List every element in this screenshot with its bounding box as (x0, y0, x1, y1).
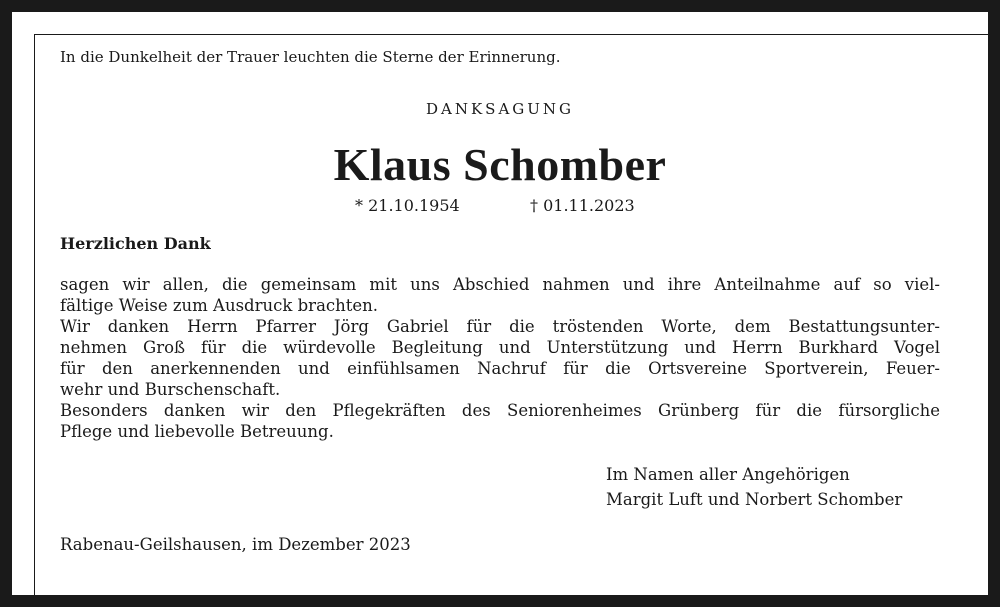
body-line: Besonders danken wir den Pflegekräften des Seniorenheimes Grünberg für die fürsorgliche (60, 401, 940, 420)
death-date: † 01.11.2023 (530, 196, 635, 215)
thanks-title: Herzlichen Dank (60, 234, 211, 253)
deceased-name: Klaus Schomber (333, 139, 667, 190)
motto: In die Dunkelheit der Trauer leuchten die Sterne der Erinnerung. (60, 48, 561, 66)
signature (606, 462, 902, 512)
body-line: Pflege und liebevolle Betreuung. (60, 422, 334, 441)
body-line: Wir danken Herrn Pfarrer Jörg Gabriel für die tröstenden Worte, dem Bestattungsunter- (60, 317, 940, 336)
signature-names: Margit Luft und Norbert Schomber (606, 490, 903, 509)
body-text (60, 274, 940, 442)
heading: DANKSAGUNG (425, 100, 575, 118)
body-line: nehmen Groß für die würdevolle Begleitung und Unterstützung und Herrn Burkhard Vogel (60, 338, 940, 357)
place-date: Rabenau-Geilshausen, im Dezember 2023 (60, 535, 411, 554)
birth-date: * 21.10.1954 (355, 196, 460, 215)
body-line: für den anerkennenden und einfühlsamen Nachruf für die Ortsvereine Sportverein, Feuer- (60, 359, 940, 378)
body-line: wehr und Burschenschaft. (60, 380, 281, 399)
body-line: fältige Weise zum Ausdruck brachten. (60, 296, 379, 315)
body-line: sagen wir allen, die gemeinsam mit uns Abschied nahmen und ihre Anteilnahme auf so viel- (60, 275, 940, 294)
signature-line: Im Namen aller Angehörigen (606, 465, 850, 484)
